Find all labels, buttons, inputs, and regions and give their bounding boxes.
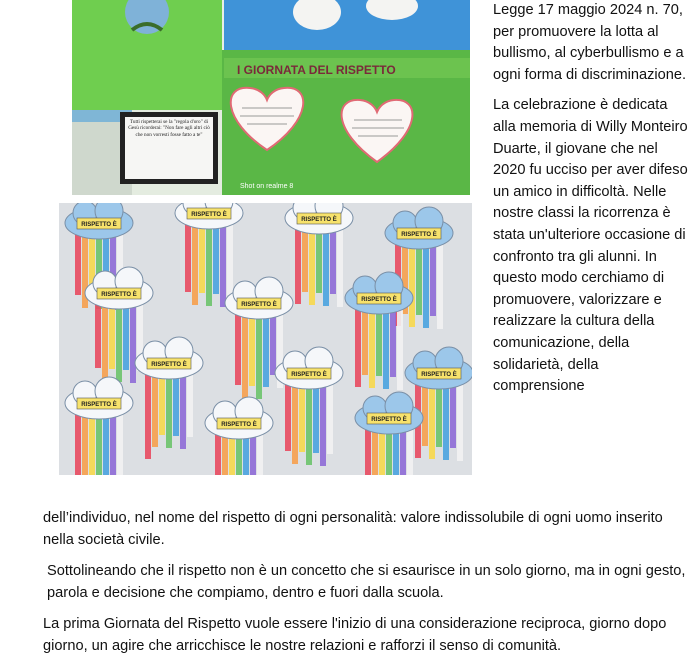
cloud-label: RISPETTO È xyxy=(81,402,117,408)
cloud-label: RISPETTO È xyxy=(241,302,277,308)
cloud-label: RISPETTO È xyxy=(101,292,137,298)
article-paragraph-continued: dell’individuo, nel nome del rispetto di ogni personalità: valore indissolubile di ogni uomo inserito nella società civile. xyxy=(43,510,663,548)
cloud-label: RISPETTO È xyxy=(81,222,117,228)
plaque-text: Tutti rispetterai se la "regola d'oro" di Gesù ricorderai: "Non fare agli altri ciò che non vorresti fosse fatto a te" xyxy=(128,119,210,138)
rainbow-clouds-photo xyxy=(59,203,472,475)
rainbow-clouds-drawing xyxy=(59,203,472,475)
cloud-label: RISPETTO È xyxy=(221,422,257,428)
poster-photo xyxy=(72,0,470,195)
cloud-label: RISPETTO È xyxy=(301,217,337,223)
article-paragraph-first-day: La prima Giornata del Rispetto vuole essere l'inizio di una considerazione reciproca, giorno dopo giorno, un agire che arricchisce le nostre relazioni e rafforzi il senso di comunità. xyxy=(43,616,667,654)
cloud-label: RISPETTO È xyxy=(401,232,437,238)
camera-watermark: Shot on realme 8 xyxy=(240,183,294,190)
article-paragraph-law: Legge 17 maggio 2024 n. 70, per promuovere la lotta al bullismo, al cyberbullismo e a ogni forma di discriminazione. xyxy=(493,2,687,83)
article-paragraph-celebration: La celebrazione è dedicata alla memoria di Willy Monteiro Duarte, il giovane che nel 2020 fu ucciso per aver difeso un amico in difficoltà. Nelle nostre classi la ricorrenza è stata un'ulteriore occasione di confronto tra gli alunni. In questo modo cerchiamo di promuovere, valorizzare e realizzare la cultura della comunicazione, della solidarietà, della comprensione xyxy=(493,97,688,395)
cloud-label: RISPETTO È xyxy=(361,297,397,303)
cloud-label: RISPETTO È xyxy=(371,417,407,423)
cloud-label: RISPETTO È xyxy=(421,372,457,378)
article-paragraph-respect: Sottolineando che il rispetto non è un concetto che si esaurisce in un solo giorno, ma in ogni gesto, parola e decisione che compiamo, dentro e fuori dalla scuola. xyxy=(47,563,686,601)
poster-photo-drawing xyxy=(72,0,470,195)
poster-banner-text: I GIORNATA DEL RISPETTO xyxy=(237,63,396,77)
article-column xyxy=(493,0,693,398)
cloud-label: RISPETTO È xyxy=(151,362,187,368)
cloud-label: RISPETTO È xyxy=(291,372,327,378)
cloud-label: RISPETTO È xyxy=(191,212,227,218)
